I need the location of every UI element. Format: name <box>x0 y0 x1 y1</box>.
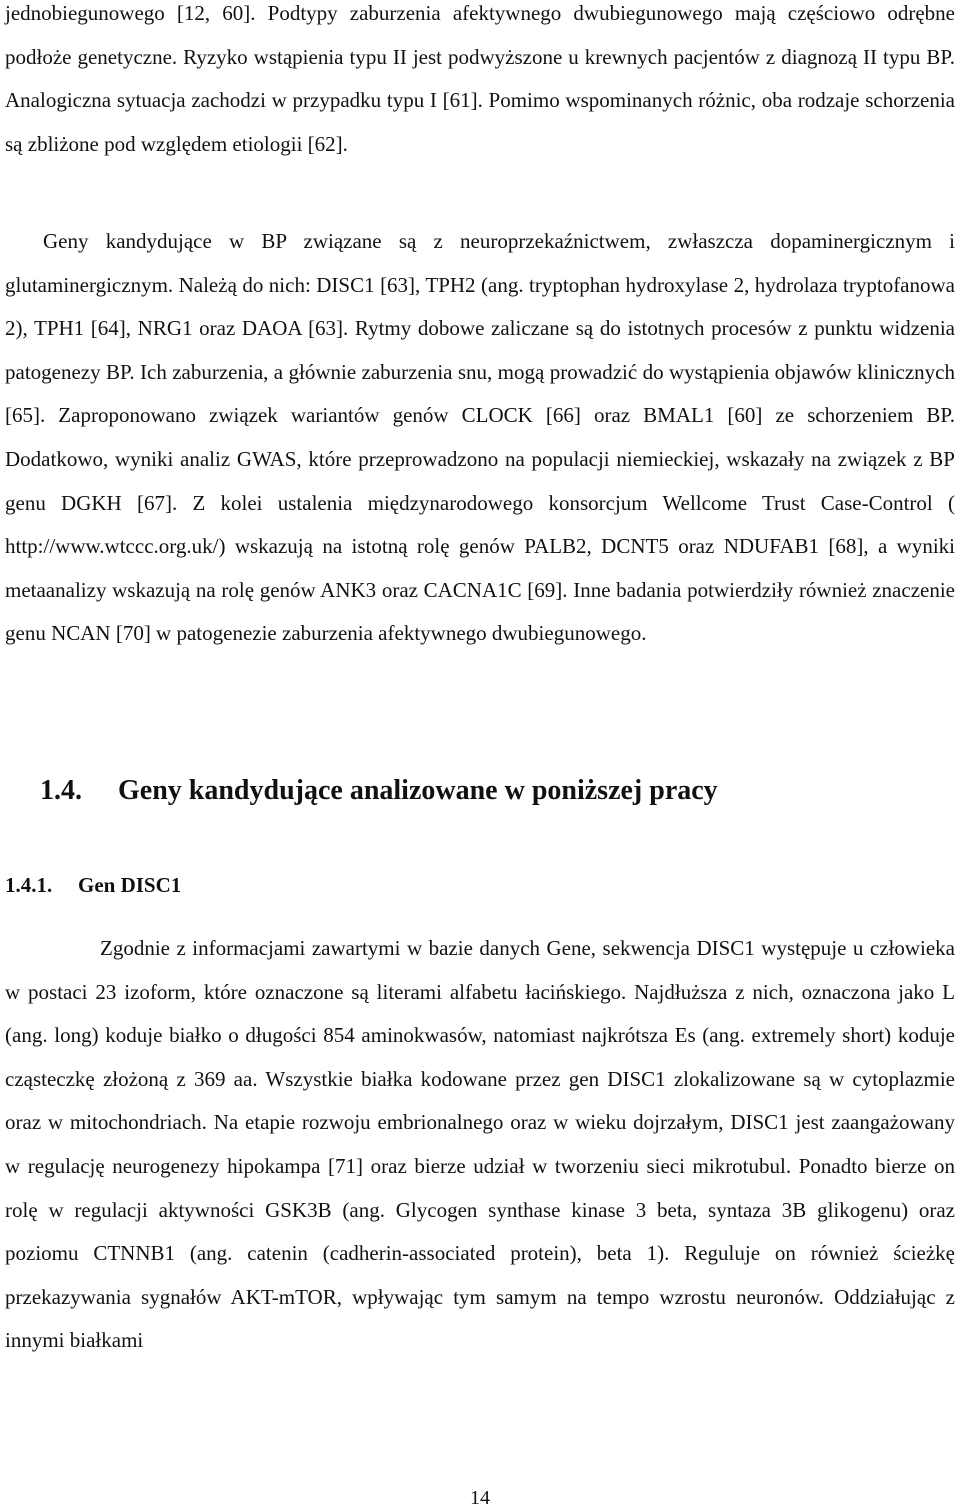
paragraph-intro: jednobiegunowego [12, 60]. Podtypy zaburzenia afektywnego dwubiegunowego mają częściowo odrębne podłoże genetyczne. Ryzyko wstąpienia typu II jest podwyższone u krewnych pacjentów z diagnozą II typu BP. Analogiczna sytuacja zachodzi w przypadku typu I [61]. Pomimo wspominanych różnic, oba rodzaje schorzenia są zbliżone pod względem etiologii [62]. <box>5 1 955 156</box>
subsection-number: 1.4.1. <box>5 873 53 897</box>
section-title: Geny kandydujące analizowane w poniższej pracy <box>118 775 718 806</box>
subsection-heading <box>5 870 181 900</box>
section-heading <box>40 771 718 811</box>
page-number: 14 <box>470 1487 490 1509</box>
section-number: 1.4. <box>40 775 82 806</box>
paragraph-disc1: Zgodnie z informacjami zawartymi w bazie danych Gene, sekwencja DISC1 występuje u człowieka w postaci 23 izoform, które oznaczone są literami alfabetu łacińskiego. Najdłuższa z nich, oznaczona jako L (ang. long) koduje białko o długości 854 aminokwasów, natomiast najkrótsza Es (ang. extremely short) koduje cząsteczkę złożoną z 369 aa. Wszystkie białka kodowane przez gen DISC1 zlokalizowane są w cytoplazmie oraz w mitochondriach. Na etapie rozwoju embrionalnego oraz w wieku dojrzałym, DISC1 jest zaangażowany w regulację neurogenezy hipokampa [71] oraz bierze udział w tworzeniu sieci mikrotubul. Ponadto bierze on rolę w regulacji aktywności GSK3B (ang. Glycogen synthase kinase 3 beta, syntaza 3B glikogenu) oraz poziomu CTNNB1 (ang. catenin (cadherin-associated protein), beta 1). Reguluje on również ścieżkę przekazywania sygnałów AKT-mTOR, wpływając tym samym na tempo wzrostu neuronów. Oddziałując z innymi białkami <box>5 936 955 1353</box>
paragraph-candidate-genes: Geny kandydujące w BP związane są z neuroprzekaźnictwem, zwłaszcza dopaminergicznym i glutaminergicznym. Należą do nich: DISC1 [63], TPH2 (ang. tryptophan hydroxylase 2, hydrolaza tryptofanowa 2), TPH1 [64], NRG1 oraz DAOA [63]. Rytmy dobowe zaliczane są do istotnych procesów z punktu widzenia patogenezy BP. Ich zaburzenia, a głównie zaburzenia snu, mogą prowadzić do wystąpienia objawów klinicznych [65]. Zaproponowano związek wariantów genów CLOCK [66] oraz BMAL1 [60] ze schorzeniem BP. Dodatkowo, wyniki analiz GWAS, które przeprowadzono na populacji niemieckiej, wskazały na związek z BP genu DGKH [67]. Z kolei ustalenia międzynarodowego konsorcjum Wellcome Trust Case-Control ( http://www.wtccc.org.uk/) wskazują na istotną rolę genów PALB2, DCNT5 oraz NDUFAB1 [68], a wyniki metaanalizy wskazują na rolę genów ANK3 oraz CACNA1C [69]. Inne badania potwierdziły również znaczenie genu NCAN [70] w patogenezie zaburzenia afektywnego dwubiegunowego. <box>5 229 955 646</box>
subsection-title: Gen DISC1 <box>78 873 182 897</box>
